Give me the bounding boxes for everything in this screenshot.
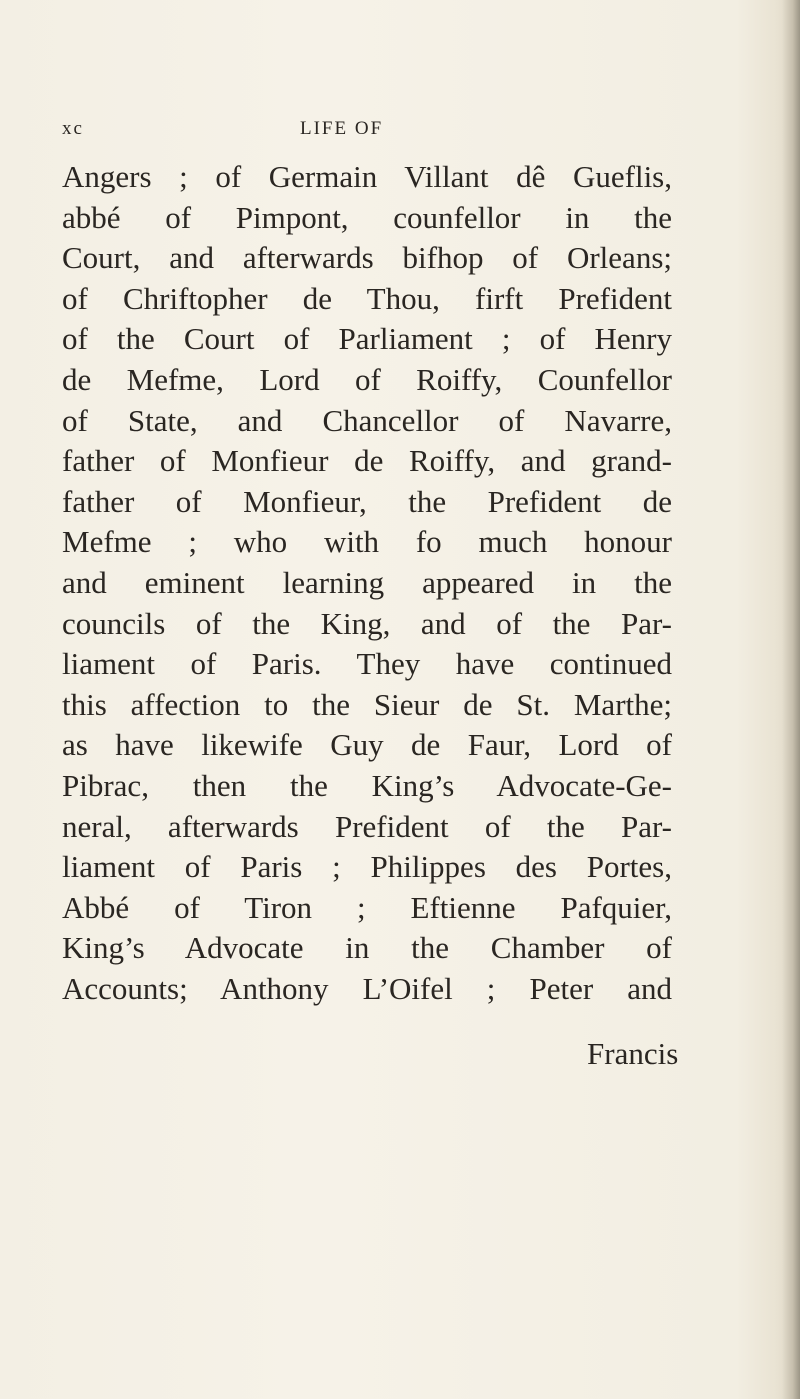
text-line: Abbé of Tiron ; Eftienne Pafquier, bbox=[62, 889, 672, 925]
text-line: of State, and Chancellor of Navarre, bbox=[62, 402, 672, 438]
text-line: father of Monfieur, the Prefident de bbox=[62, 483, 672, 519]
text-line: Mefme ; who with fo much honour bbox=[62, 524, 672, 560]
text-line: abbé of Pimpont, counfellor in the bbox=[62, 199, 672, 235]
text-line: liament of Paris. They have continued bbox=[62, 646, 672, 682]
text-line: father of Monfieur de Roiffy, and grand- bbox=[62, 443, 672, 479]
text-line: de Mefme, Lord of Roiffy, Counfellor bbox=[62, 361, 672, 397]
page-number: xc bbox=[62, 118, 84, 139]
text-line: neral, afterwards Prefident of the Par- bbox=[62, 808, 672, 844]
text-line: of the Court of Parliament ; of Henry bbox=[62, 321, 672, 357]
text-line: and eminent learning appeared in the bbox=[62, 564, 672, 600]
text-line: of Chriftopher de Thou, firft Prefident bbox=[62, 280, 672, 316]
text-line: councils of the King, and of the Par- bbox=[62, 605, 672, 641]
page-edge-shadow bbox=[782, 0, 800, 1399]
body-text bbox=[62, 157, 672, 1009]
text-line: Court, and afterwards bifhop of Orleans; bbox=[62, 240, 672, 276]
text-line: Pibrac, then the King’s Advocate-Ge- bbox=[62, 767, 672, 803]
text-line: King’s Advocate in the Chamber of bbox=[62, 930, 672, 966]
catchword: Francis bbox=[587, 1036, 679, 1071]
running-head bbox=[62, 118, 662, 148]
text-line: as have likewife Guy de Faur, Lord of bbox=[62, 727, 672, 763]
running-title: LIFE OF bbox=[300, 118, 384, 139]
text-line: Accounts; Anthony L’Oifel ; Peter and bbox=[62, 970, 672, 1006]
text-line: liament of Paris ; Philippes des Portes, bbox=[62, 849, 672, 885]
text-line: this affection to the Sieur de St. Marthe; bbox=[62, 686, 672, 722]
text-line: Angers ; of Germain Villant dê Gueflis, bbox=[62, 159, 672, 194]
